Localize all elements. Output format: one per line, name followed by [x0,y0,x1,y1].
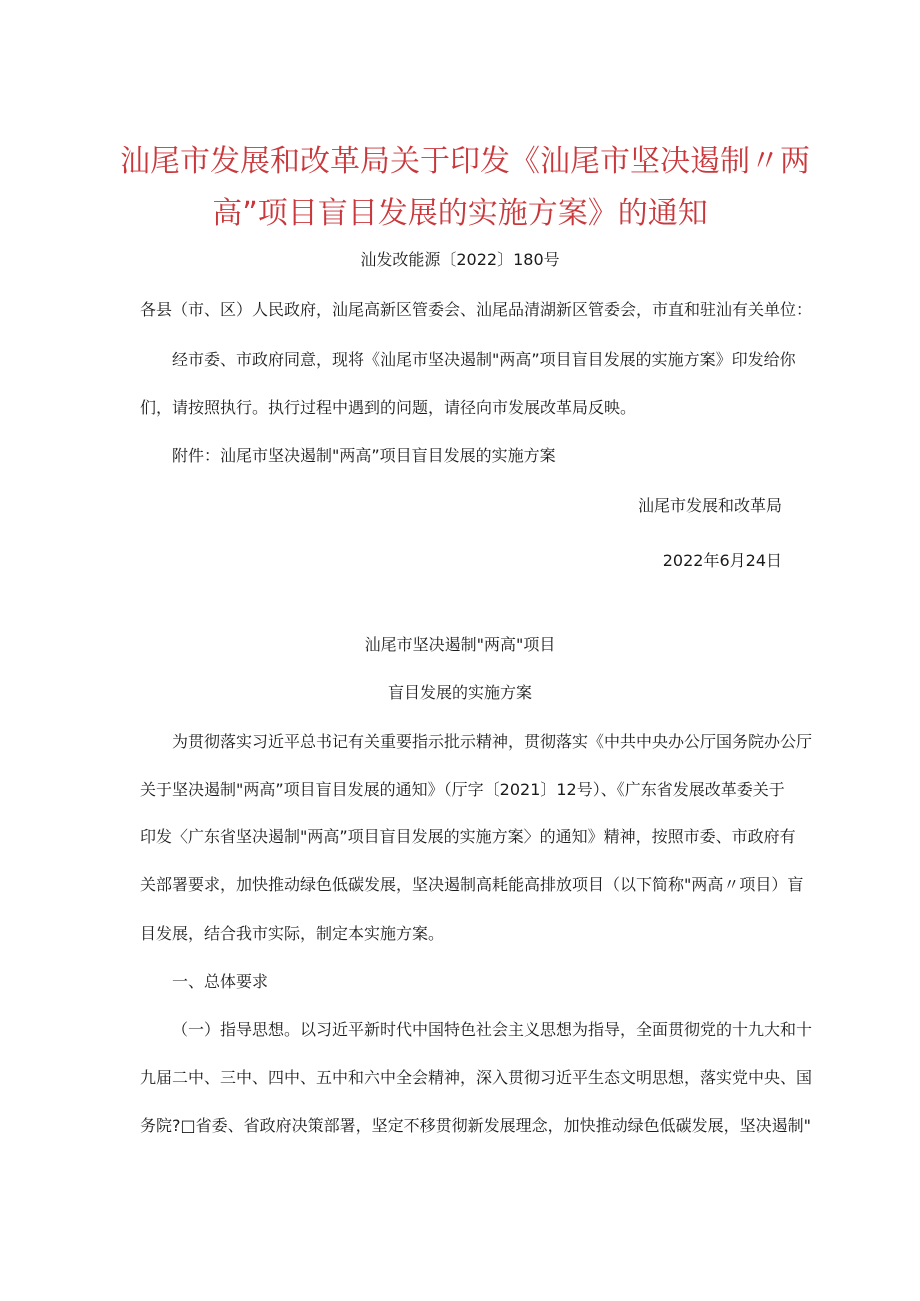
body-para2-line-1: （一）指导思想。以习近平新时代中国特色社会主义思想为指导，全面贯彻党的十九大和十 [172,1020,813,1039]
body-para2-line-3: 务院?□省委、省政府决策部署，坚定不移贯彻新发展理念，加快推动绿色低碳发展，坚决遏制" [140,1116,811,1135]
title-line-2: 高”项目盲目发展的实施方案》的通知 [212,196,708,231]
body-para1-line-4: 关部署要求，加快推动绿色低碳发展，坚决遏制高耗能高排放项目（以下简称"两高〃项目）盲 [140,875,804,894]
issue-date: 2022年6月24日 [662,551,782,570]
document-title [120,136,810,240]
body-para1-line-5: 目发展，结合我市实际，制定本实施方案。 [140,924,445,943]
title-line-1: 汕尾市发展和改革局关于印发《汕尾市坚决遏制〃两 [120,144,810,179]
attachment-note: 附件：汕尾市坚决遏制"两高”项目盲目发展的实施方案 [172,446,556,465]
document-number: 汕发改能源〔2022〕180号 [360,250,560,269]
body-para1-line-3: 印发〈广东省坚决遏制"两高”项目盲目发展的实施方案〉的通知》精神，按照市委、市政府有 [140,827,796,846]
body-para1-line-2: 关于坚决遏制"两高”项目盲目发展的通知》（厅字〔2021〕12号）、《广东省发展改革委关于 [140,780,785,799]
plan-title-line-2: 盲目发展的实施方案 [387,683,532,702]
plan-title-line-1: 汕尾市坚决遏制"两高"项目 [364,635,556,654]
section1-heading: 一、总体要求 [172,972,269,991]
intro-line-1: 经市委、市政府同意，现将《汕尾市坚决遏制"两高”项目盲目发展的实施方案》印发给你 [172,350,796,369]
intro-line-2: 们，请按照执行。执行过程中遇到的问题，请径向市发展改革局反映。 [140,398,637,417]
body-para1-line-1: 为贯彻落实习近平总书记有关重要指示批示精神，贯彻落实《中共中央办公厅国务院办公厅 [172,732,813,751]
body-para2-line-2: 九届二中、三中、四中、五中和六中全会精神，深入贯彻习近平生态文明思想，落实党中央、国 [140,1068,813,1087]
signature: 汕尾市发展和改革局 [637,496,782,515]
addressee: 各县（市、区）人民政府，汕尾高新区管委会、汕尾品清湖新区管委会，市直和驻汕有关单位： [140,300,813,319]
